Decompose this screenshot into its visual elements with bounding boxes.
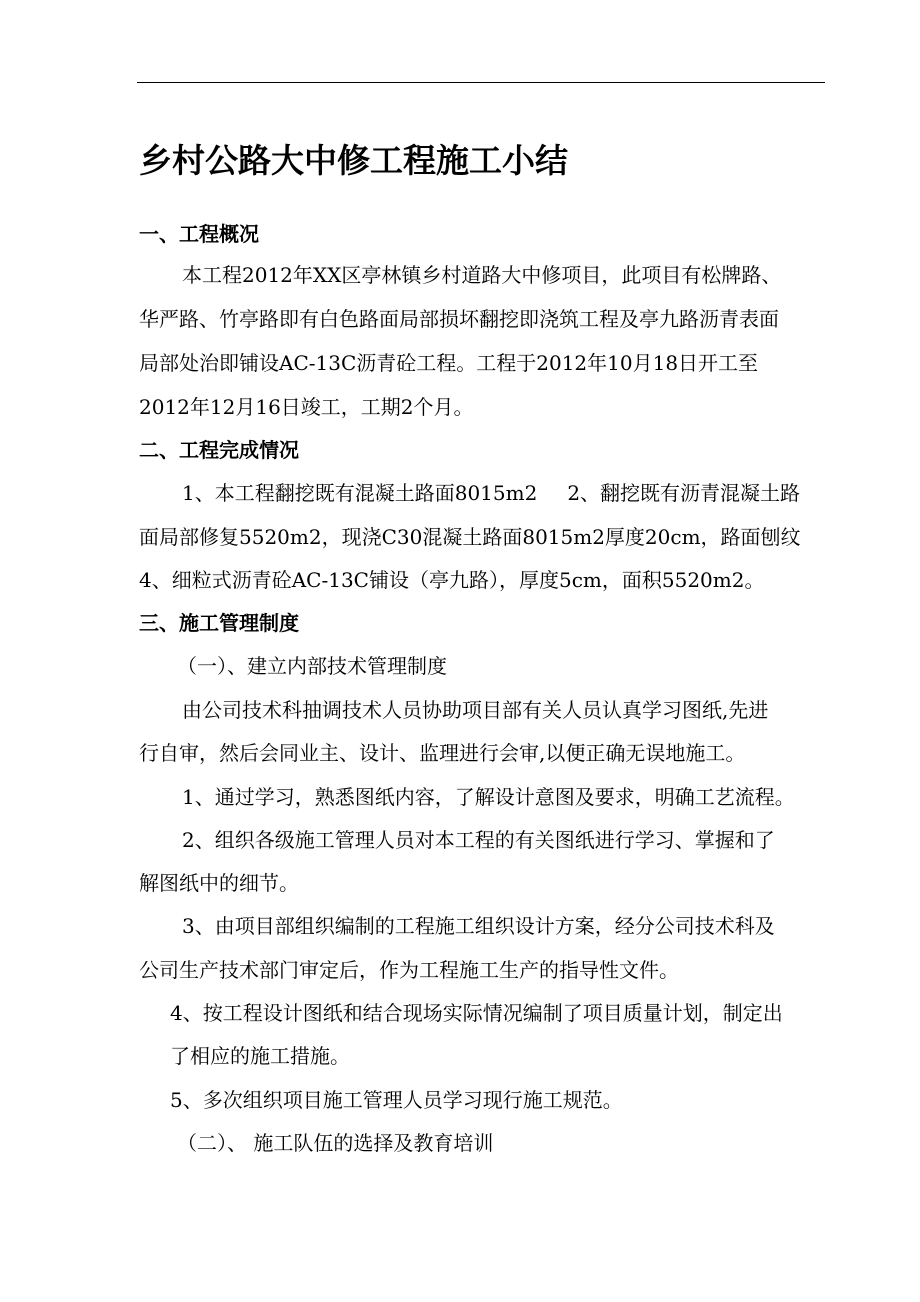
paragraph-line: 公司生产技术部门审定后，作为工程施工生产的指导性文件。 [139, 958, 679, 982]
paragraph-line: 面局部修复5520m2，现浇C30混凝土路面8015m2厚度20cm，路面刨纹 [139, 525, 801, 549]
paragraph-line: 解图纸中的细节。 [139, 871, 299, 895]
paragraph-line: 2、组织各级施工管理人员对本工程的有关图纸进行学习、掌握和了 [182, 828, 775, 852]
paragraph-line: 局部处治即铺设AC-13C沥青砼工程。工程于2012年10月18日开工至 [139, 351, 759, 375]
paragraph-line: 华严路、竹亭路即有白色路面局部损坏翻挖即浇筑工程及亭九路沥青表面 [139, 307, 779, 331]
subsection-heading-technical: （一）、建立内部技术管理制度 [177, 654, 447, 678]
paragraph-line: 5、多次组织项目施工管理人员学习现行施工规范。 [170, 1088, 623, 1112]
paragraph-line: 2012年12月16日竣工，工期2个月。 [139, 395, 474, 419]
section-heading-completion: 二、工程完成情况 [139, 438, 299, 462]
paragraph-line: 了相应的施工措施。 [170, 1044, 350, 1068]
completion-item-1: 1、本工程翻挖既有混凝土路面8015m2 [182, 481, 538, 505]
completion-item-2: 2、翻挖既有沥青混凝土路 [567, 481, 801, 505]
paragraph-line: 3、由项目部组织编制的工程施工组织设计方案，经分公司技术科及 [182, 914, 775, 938]
header-rule [137, 82, 825, 83]
section-heading-management: 三、施工管理制度 [139, 611, 299, 635]
paragraph-line [182, 480, 800, 506]
paragraph-line: 由公司技术科抽调技术人员协助项目部有关人员认真学习图纸,先进 [182, 698, 769, 722]
paragraph-line: 4、按工程设计图纸和结合现场实际情况编制了项目质量计划，制定出 [170, 1001, 783, 1025]
document-title: 乡村公路大中修工程施工小结 [139, 141, 568, 180]
subsection-heading-team: （二）、 施工队伍的选择及教育培训 [177, 1131, 494, 1155]
paragraph-line: 本工程2012年XX区亭林镇乡村道路大中修项目，此项目有松牌路、 [182, 263, 782, 287]
section-heading-overview: 一、工程概况 [139, 222, 259, 246]
paragraph-line: 4、细粒式沥青砼AC-13C铺设（亭九路），厚度5cm，面积5520m2。 [139, 568, 765, 592]
paragraph-line: 1、通过学习，熟悉图纸内容，了解设计意图及要求，明确工艺流程。 [182, 785, 795, 809]
paragraph-line: 行自审，然后会同业主、设计、监理进行会审,以便正确无误地施工。 [139, 741, 746, 765]
